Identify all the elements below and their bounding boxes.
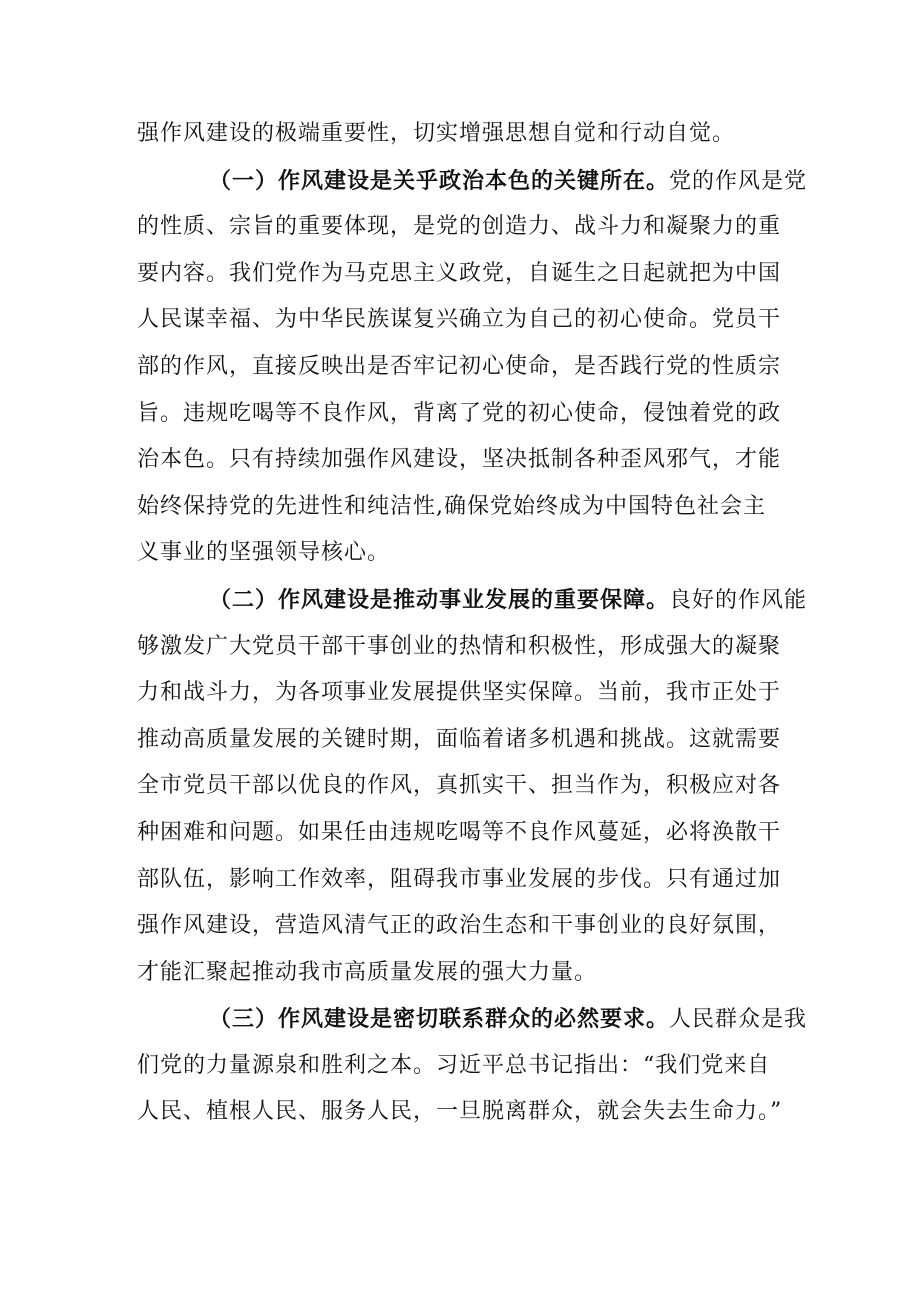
section-2-heading: （二）作风建设是推动事业发展的重要保障。: [209, 586, 670, 613]
section-2-line-8: 才能汇聚起推动我市高质量发展的强大力量。: [137, 959, 598, 985]
section-2-line-5: 种困难和问题。如果任由违规吃喝等不良作风蔓延，必将涣散干: [137, 819, 782, 845]
section-2-line-7: 强作风建设，营造风清气正的政治生态和干事创业的良好氛围，: [137, 913, 782, 939]
section-2-line-2: 力和战斗力，为各项事业发展提供坚实保障。当前，我市正处于: [137, 680, 782, 706]
section-1-line-6: 治本色。只有持续加强作风建设，坚决抵制各种歪风邪气，才能: [137, 447, 782, 473]
section-1-line-0: 党的作风是党: [669, 168, 808, 194]
section-3-line-1: 们党的力量源泉和胜利之本。习近平总书记指出：“我们党来自: [137, 1052, 771, 1078]
section-3-line-0: 人民群众是我: [669, 1007, 808, 1033]
section-1-line-2: 要内容。我们党作为马克思主义政党，自诞生之日起就把为中国: [137, 260, 782, 286]
section-1-line-1: 的性质、宗旨的重要体现，是党的创造力、战斗力和凝聚力的重: [137, 214, 782, 240]
section-2-first-line: [137, 577, 808, 624]
intro-tail-line: 强作风建设的极端重要性，切实增强思想自觉和行动自觉。: [137, 121, 736, 146]
section-1-line-7: 始终保持党的先进性和纯洁性,确保党始终成为中国特色社会主: [137, 493, 766, 519]
section-1-line-8: 义事业的坚强领导核心。: [137, 540, 391, 566]
section-3-heading: （三）作风建设是密切联系群众的必然要求。: [209, 1006, 670, 1033]
section-2-line-1: 够激发广大党员干部干事创业的热情和积极性，形成强大的凝聚: [137, 633, 782, 659]
section-1-heading: （一）作风建设是关乎政治本色的关键所在。: [209, 167, 670, 194]
section-2-line-4: 全市党员干部以优良的作风，真抓实干、担当作为，积极应对各: [137, 773, 782, 799]
document-body: [137, 111, 808, 1136]
section-2-line-0: 良好的作风能: [669, 587, 808, 613]
section-3-first-line: [137, 996, 808, 1043]
section-1-line-4: 部的作风，直接反映出是否牢记初心使命，是否践行党的性质宗: [137, 353, 782, 379]
section-1-line-3: 人民谋幸福、为中华民族谋复兴确立为自己的初心使命。党员干: [137, 307, 782, 333]
section-2-line-3: 推动高质量发展的关键时期，面临着诸多机遇和挑战。这就需要: [137, 726, 782, 752]
section-3-line-2: 人民、植根人民、服务人民，一旦脱离群众，就会失去生命力。”: [137, 1099, 783, 1125]
section-2-line-6: 部队伍，影响工作效率，阻碍我市事业发展的步伐。只有通过加: [137, 866, 782, 892]
section-1-first-line: [137, 158, 808, 205]
section-1-line-5: 旨。违规吃喝等不良作风，背离了党的初心使命，侵蚀着党的政: [137, 400, 782, 426]
